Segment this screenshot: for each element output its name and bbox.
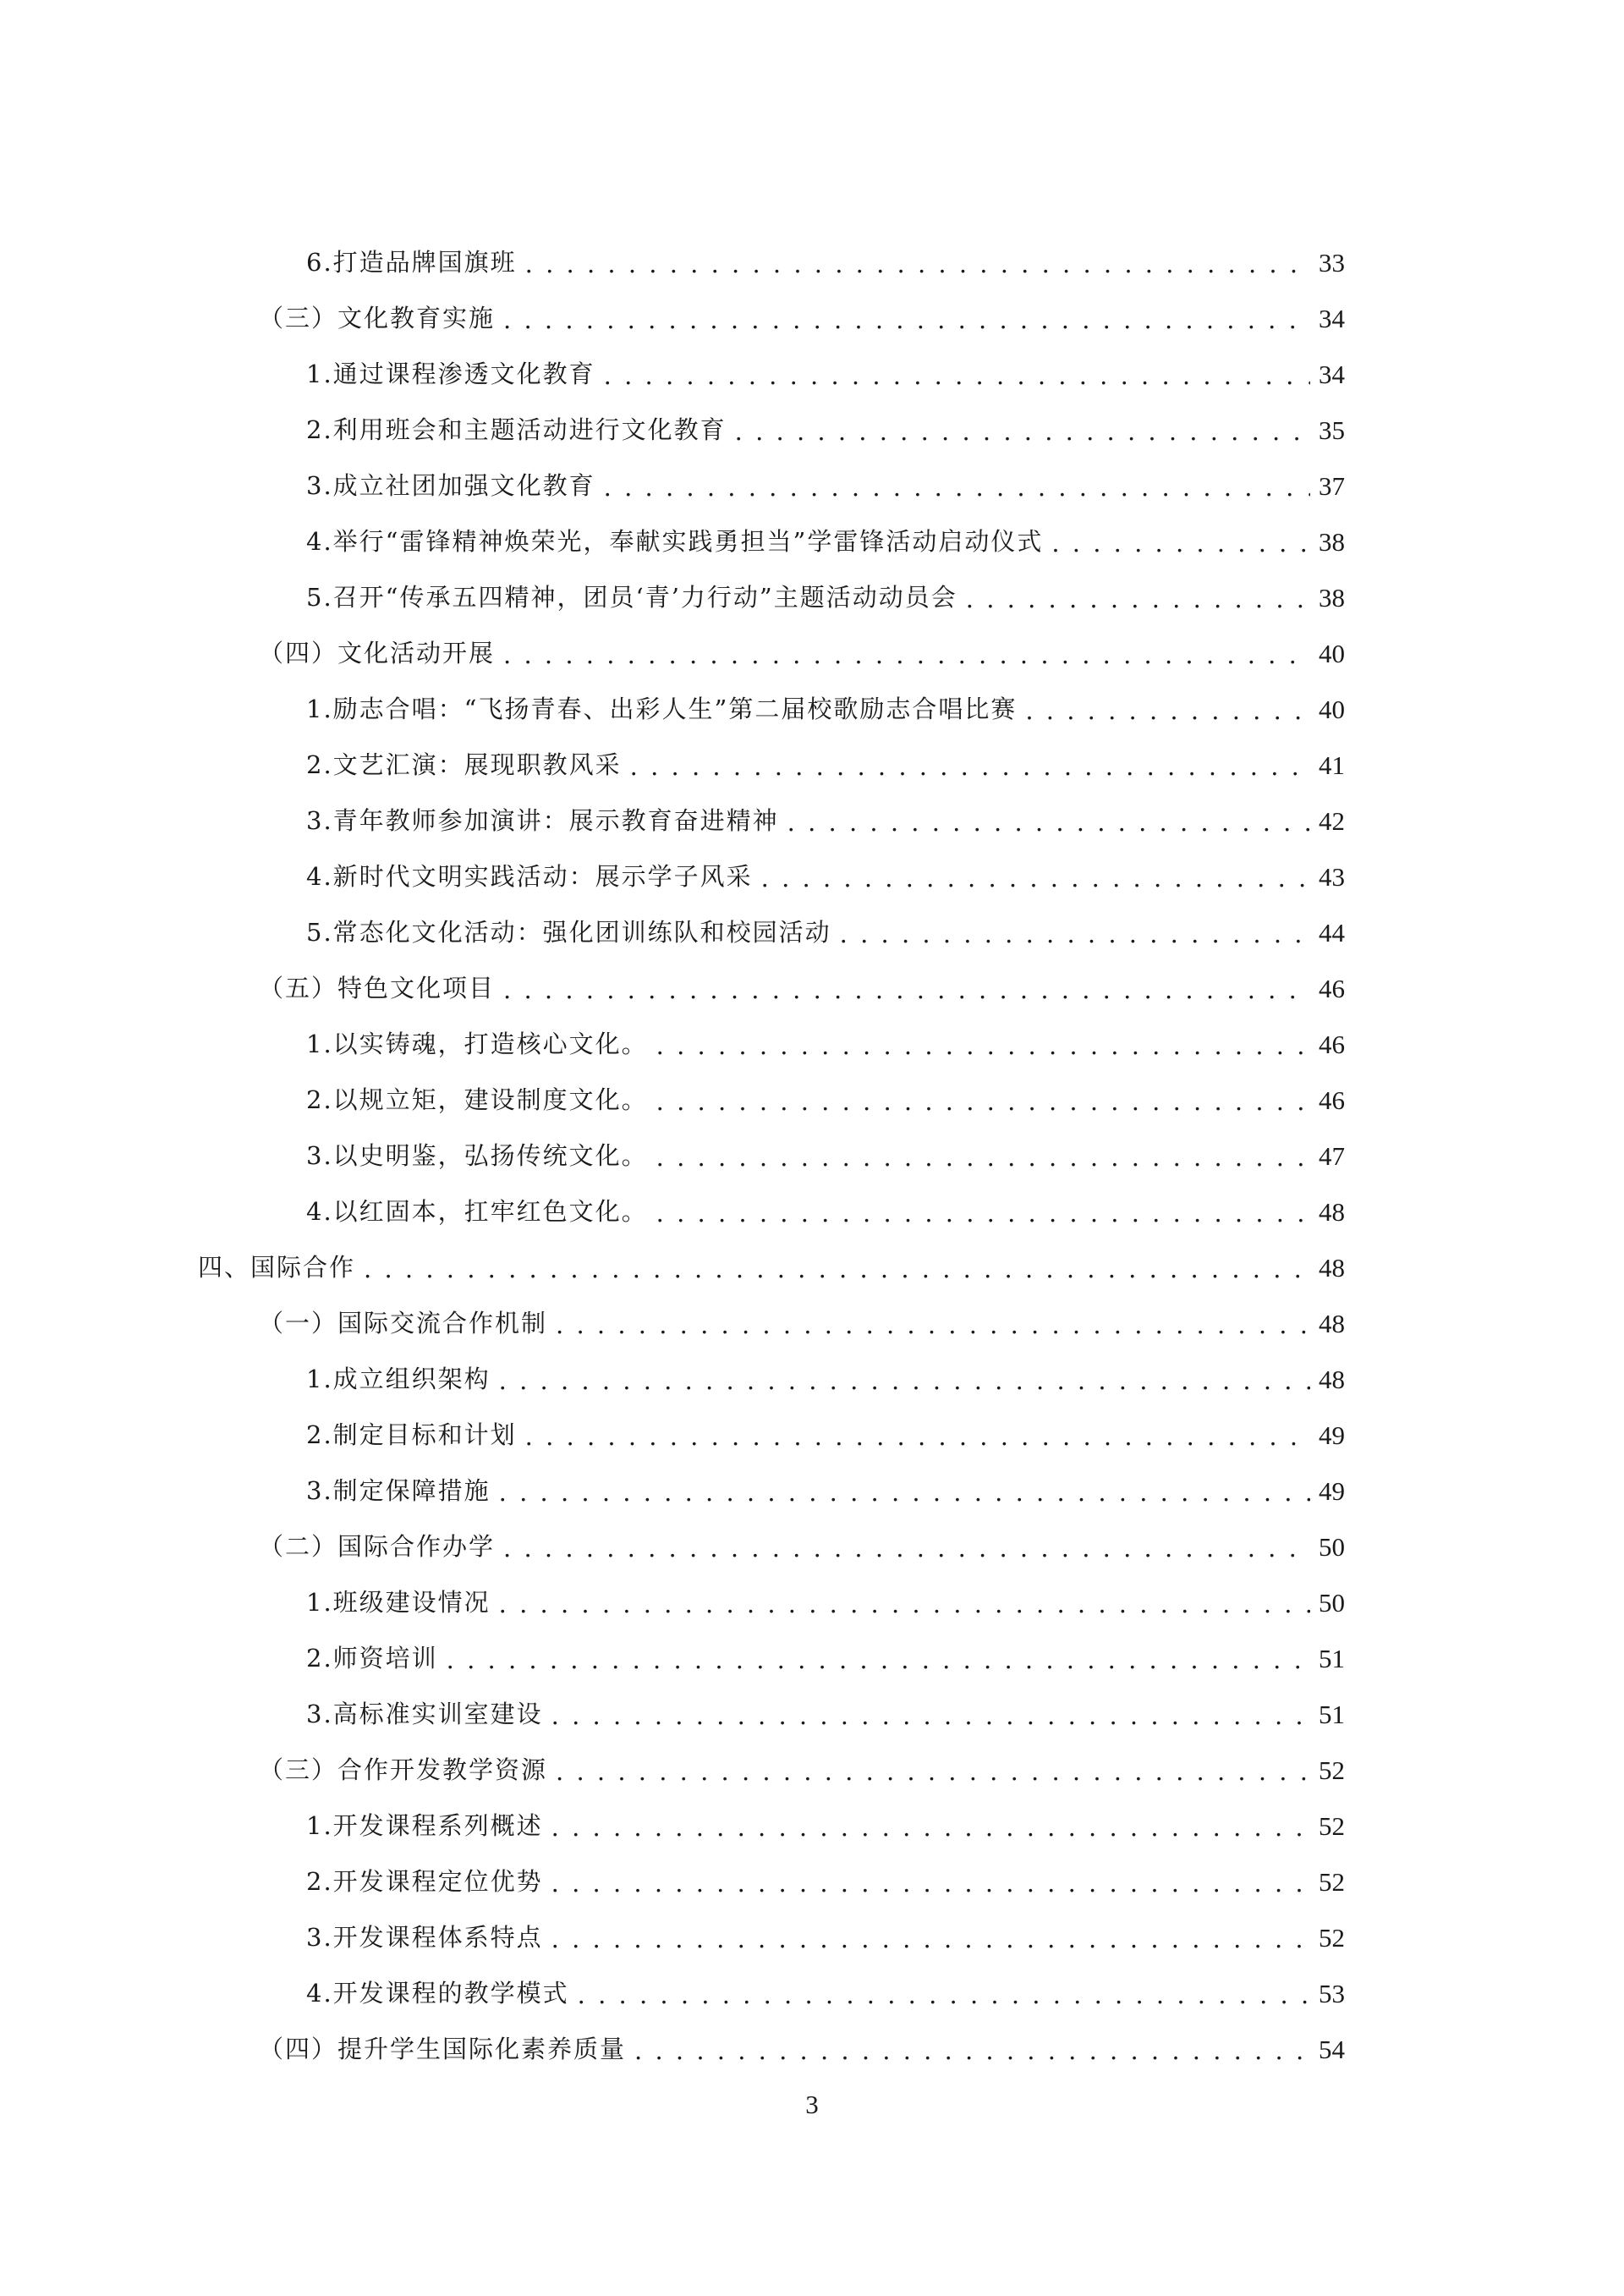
toc-entry-title: （三）合作开发教学资源	[259, 1755, 548, 1784]
toc-entry-title: 2.以规立矩，建设制度文化。	[306, 1085, 648, 1114]
toc-entry[interactable]	[306, 1574, 1345, 1630]
toc-entry-title: （三）文化教育实施	[259, 303, 496, 332]
toc-entry[interactable]	[306, 1128, 1345, 1184]
toc-entry[interactable]	[306, 904, 1345, 960]
toc-entry-page: 42	[1319, 805, 1345, 836]
dot-leader	[503, 643, 1310, 667]
toc-entry[interactable]	[306, 1407, 1345, 1463]
toc-entry-title: （四）文化活动开展	[259, 638, 496, 667]
toc-entry-page: 54	[1319, 2034, 1345, 2064]
dot-leader	[551, 1871, 1310, 1896]
toc-entry[interactable]	[306, 569, 1345, 625]
toc-entry[interactable]	[306, 1686, 1345, 1742]
dot-leader	[551, 1704, 1310, 1728]
toc-entry-title: 1.班级建设情况	[306, 1587, 491, 1617]
dot-leader	[656, 1145, 1310, 1170]
dot-leader	[604, 475, 1310, 500]
toc-entry-page: 52	[1319, 1755, 1345, 1785]
toc-entry-page: 38	[1319, 582, 1345, 612]
toc-entry[interactable]	[306, 1965, 1345, 2021]
dot-leader	[447, 1648, 1310, 1673]
dot-leader	[787, 810, 1310, 835]
toc-entry-page: 35	[1319, 415, 1345, 445]
toc-entry-title: （五）特色文化项目	[259, 973, 496, 1002]
toc-entry[interactable]	[259, 960, 1345, 1016]
toc-entry-title: （一）国际交流合作机制	[259, 1308, 548, 1338]
toc-entry[interactable]	[306, 402, 1345, 458]
dot-leader	[556, 1313, 1310, 1338]
toc-entry-page: 49	[1319, 1475, 1345, 1506]
toc-entry-page: 48	[1319, 1308, 1345, 1338]
toc-entry-page: 34	[1319, 359, 1345, 389]
toc-entry-title: 4.举行“雷锋精神焕荣光，奉献实践勇担当”学雷锋活动启动仪式	[306, 526, 1044, 556]
toc-entry-title: （四）提升学生国际化素养质量	[259, 2034, 627, 2063]
dot-leader	[525, 1425, 1310, 1449]
toc-entry-page: 52	[1319, 1866, 1345, 1897]
dot-leader	[525, 252, 1310, 277]
dot-leader	[551, 1815, 1310, 1840]
toc-entry-title: 5.常态化文化活动：强化团训练队和校园活动	[306, 917, 831, 947]
dot-leader	[503, 308, 1310, 332]
toc-entry-title: 3.成立社团加强文化教育	[306, 470, 595, 500]
toc-entry-page: 41	[1319, 750, 1345, 780]
toc-entry[interactable]	[198, 1239, 1345, 1295]
dot-leader	[556, 1760, 1310, 1784]
dot-leader	[630, 755, 1310, 779]
toc-entry-title: 四、国际合作	[198, 1252, 356, 1282]
toc-entry-page: 50	[1319, 1531, 1345, 1562]
toc-entry[interactable]	[259, 1742, 1345, 1798]
toc-entry-title: 1.以实铸魂，打造核心文化。	[306, 1029, 648, 1058]
toc-entry-title: 2.利用班会和主题活动进行文化教育	[306, 415, 727, 444]
toc-entry[interactable]	[306, 514, 1345, 569]
toc-entry-title: 3.青年教师参加演讲：展示教育奋进精神	[306, 805, 779, 835]
toc-entry[interactable]	[259, 1519, 1345, 1574]
toc-entry-page: 48	[1319, 1364, 1345, 1394]
toc-entry-title: 3.制定保障措施	[306, 1475, 491, 1505]
toc-entry[interactable]	[306, 1798, 1345, 1854]
toc-entry-page: 40	[1319, 694, 1345, 724]
dot-leader	[364, 1257, 1310, 1282]
toc-entry-page: 50	[1319, 1587, 1345, 1618]
toc-entry-page: 53	[1319, 1978, 1345, 2008]
toc-entry-title: 3.高标准实训室建设	[306, 1699, 543, 1728]
dot-leader	[1051, 531, 1310, 556]
toc-entry-title: 1.开发课程系列概述	[306, 1810, 543, 1840]
toc-entry-page: 46	[1319, 1085, 1345, 1115]
dot-leader	[761, 866, 1310, 891]
dot-leader	[499, 1480, 1310, 1505]
toc-entry-page: 51	[1319, 1699, 1345, 1729]
dot-leader	[735, 420, 1310, 444]
toc-entry-title: 4.开发课程的教学模式	[306, 1978, 569, 2008]
toc-entry-title: 5.召开“传承五四精神，团员‘青’力行动”主题活动动员会	[306, 582, 957, 612]
toc-entry-title: 2.师资培训	[306, 1643, 438, 1673]
dot-leader	[656, 1034, 1310, 1058]
toc-entry-page: 33	[1319, 247, 1345, 277]
toc-entry-page: 49	[1319, 1420, 1345, 1450]
dot-leader	[578, 1983, 1310, 2008]
toc-entry-page: 52	[1319, 1922, 1345, 1953]
toc-entry-title: 4.以红固本，扛牢红色文化。	[306, 1196, 648, 1226]
toc-entry[interactable]	[306, 1184, 1345, 1239]
dot-leader	[634, 2039, 1310, 2063]
toc-entry-page: 37	[1319, 470, 1345, 501]
toc-entry-page: 40	[1319, 638, 1345, 668]
toc-entry-title: 1.通过课程渗透文化教育	[306, 359, 595, 388]
toc-entry-page: 38	[1319, 526, 1345, 557]
toc-entry[interactable]	[306, 458, 1345, 514]
toc-entry[interactable]	[306, 1463, 1345, 1519]
toc-entry[interactable]	[306, 1072, 1345, 1128]
dot-leader	[499, 1369, 1310, 1393]
dot-leader	[656, 1090, 1310, 1114]
dot-leader	[966, 587, 1310, 612]
toc-entry[interactable]	[306, 793, 1345, 849]
toc-entry-page: 46	[1319, 1029, 1345, 1059]
dot-leader	[551, 1927, 1310, 1952]
toc-entry[interactable]	[259, 625, 1345, 681]
toc-entry[interactable]	[306, 1351, 1345, 1407]
toc-entry-page: 48	[1319, 1252, 1345, 1283]
dot-leader	[499, 1592, 1310, 1617]
toc-entry-title: 2.制定目标和计划	[306, 1420, 517, 1449]
toc-entry-title: 1.成立组织架构	[306, 1364, 491, 1393]
toc-entry[interactable]	[306, 1630, 1345, 1686]
toc-entry[interactable]	[259, 1295, 1345, 1351]
toc-entry-page: 51	[1319, 1643, 1345, 1673]
toc-entry[interactable]	[306, 1909, 1345, 1965]
toc-entry[interactable]	[306, 1016, 1345, 1072]
toc-entry[interactable]	[306, 737, 1345, 793]
toc-entry-page: 34	[1319, 303, 1345, 333]
toc-entry-title: 1.励志合唱：“飞扬青春、出彩人生”第二届校歌励志合唱比赛	[306, 694, 1018, 723]
toc-entry-title: 2.开发课程定位优势	[306, 1866, 543, 1896]
toc-entry-page: 44	[1319, 917, 1345, 948]
toc-entry-page: 43	[1319, 861, 1345, 892]
toc-entry-title: 4.新时代文明实践活动：展示学子风采	[306, 861, 753, 891]
toc-entry-page: 52	[1319, 1810, 1345, 1841]
toc-entry[interactable]	[306, 849, 1345, 904]
toc-entry-title: （二）国际合作办学	[259, 1531, 496, 1561]
toc-entry-page: 48	[1319, 1196, 1345, 1227]
toc-entry-page: 46	[1319, 973, 1345, 1003]
dot-leader	[1025, 699, 1310, 723]
toc-entry[interactable]	[306, 234, 1345, 290]
toc-entry[interactable]	[306, 346, 1345, 402]
toc-entry-title: 6.打造品牌国旗班	[306, 247, 517, 277]
toc-entry[interactable]	[259, 290, 1345, 346]
dot-leader	[503, 978, 1310, 1002]
dot-leader	[840, 922, 1310, 947]
dot-leader	[604, 364, 1310, 388]
toc-entry[interactable]	[306, 681, 1345, 737]
page-number: 3	[805, 2090, 819, 2119]
toc-entry-page: 47	[1319, 1140, 1345, 1171]
toc-entry-title: 3.开发课程体系特点	[306, 1922, 543, 1952]
toc-entry-title: 3.以史明鉴，弘扬传统文化。	[306, 1140, 648, 1170]
dot-leader	[503, 1536, 1310, 1561]
dot-leader	[656, 1201, 1310, 1226]
toc-entry[interactable]	[306, 1854, 1345, 1909]
toc-entry-title: 2.文艺汇演：展现职教风采	[306, 750, 622, 779]
toc-entry[interactable]	[259, 2021, 1345, 2077]
